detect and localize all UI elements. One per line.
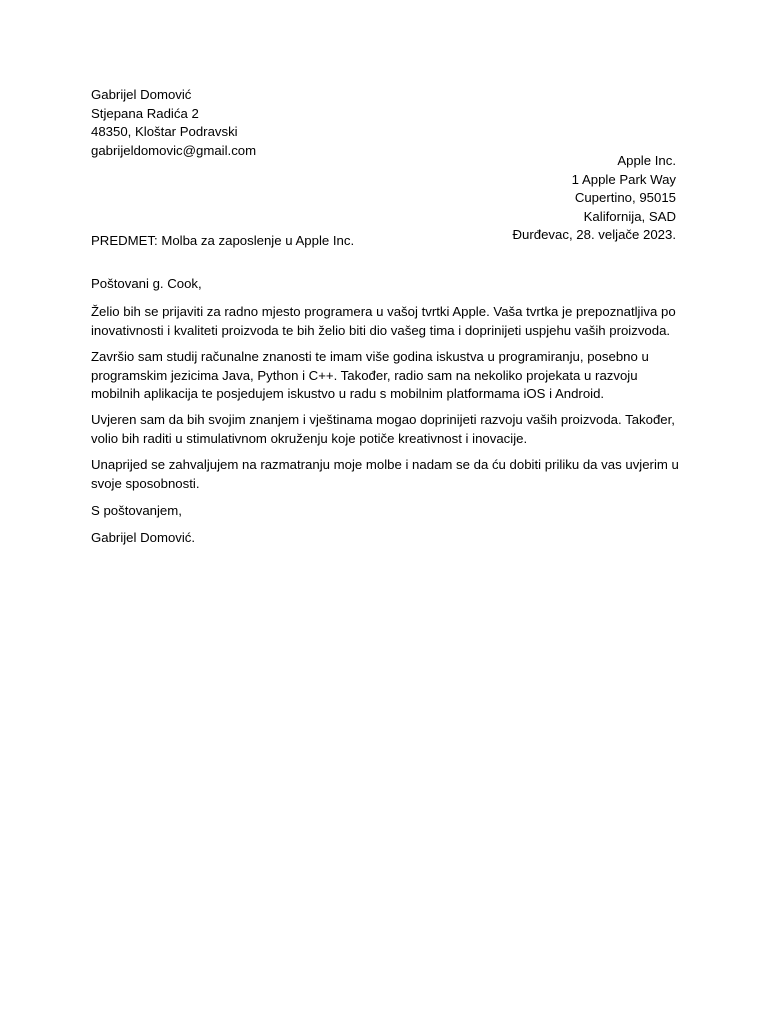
- signature-name: Gabrijel Domović.: [91, 530, 196, 545]
- sender-email: gabrijeldomovic@gmail.com: [91, 142, 257, 158]
- recipient-address-block: [513, 152, 676, 245]
- place-date: Đurđevac, 28. veljače 2023.: [512, 227, 676, 242]
- recipient-state: Kalifornija, SAD: [583, 208, 676, 224]
- greeting: Poštovani g. Cook,: [91, 276, 202, 291]
- subject-line: PREDMET: Molba za zaposlenje u Apple Inc.: [91, 233, 355, 248]
- paragraph-line: inovativnosti i kvaliteti proizvoda te bih želio biti dio vašeg tima i doprinijeti uspjehu vaših proizvoda.: [91, 322, 671, 338]
- sender-name: Gabrijel Domović: [91, 87, 192, 102]
- paragraph-line: svoje sposobnosti.: [91, 475, 200, 491]
- recipient-city: Cupertino, 95015: [574, 190, 676, 205]
- paragraph-line: mobilnih aplikacija te posjedujem iskustvo u radu s mobilnim platformama iOS i Android.: [91, 386, 605, 401]
- closing: S poštovanjem,: [91, 503, 182, 518]
- recipient-street: 1 Apple Park Way: [571, 171, 676, 187]
- paragraph-line: programskim jezicima Java, Python i C++. Također, radio sam na nekoliko projekata u razvoju: [91, 367, 638, 383]
- paragraph-line: Uvjeren sam da bih svojim znanjem i vještinama mogao doprinijeti razvoju vaših proizvoda. Također,: [91, 412, 675, 427]
- paragraph-line: Želio bih se prijaviti za radno mjesto programera u vašoj tvrtki Apple. Vaša tvrtka je prepoznatljiva po: [91, 304, 676, 319]
- paragraph-line: volio bih raditi u stimulativnom okruženju koje potiče kreativnost i inovacije.: [91, 430, 528, 446]
- recipient-company: Apple Inc.: [617, 153, 676, 168]
- paragraph-1: [91, 303, 681, 340]
- sender-city: 48350, Kloštar Podravski: [91, 124, 238, 139]
- paragraph-4: [91, 456, 681, 493]
- paragraph-line: Unaprijed se zahvaljujem na razmatranju moje molbe i nadam se da ću dobiti priliku da vas uvjerim u: [91, 457, 679, 472]
- paragraph-2: [91, 348, 681, 404]
- sender-address-block: [91, 86, 256, 160]
- paragraph-3: [91, 411, 681, 448]
- paragraph-line: Završio sam studij računalne znanosti te imam više godina iskustva u programiranju, posebno u: [91, 349, 649, 364]
- sender-street: Stjepana Radića 2: [91, 105, 199, 121]
